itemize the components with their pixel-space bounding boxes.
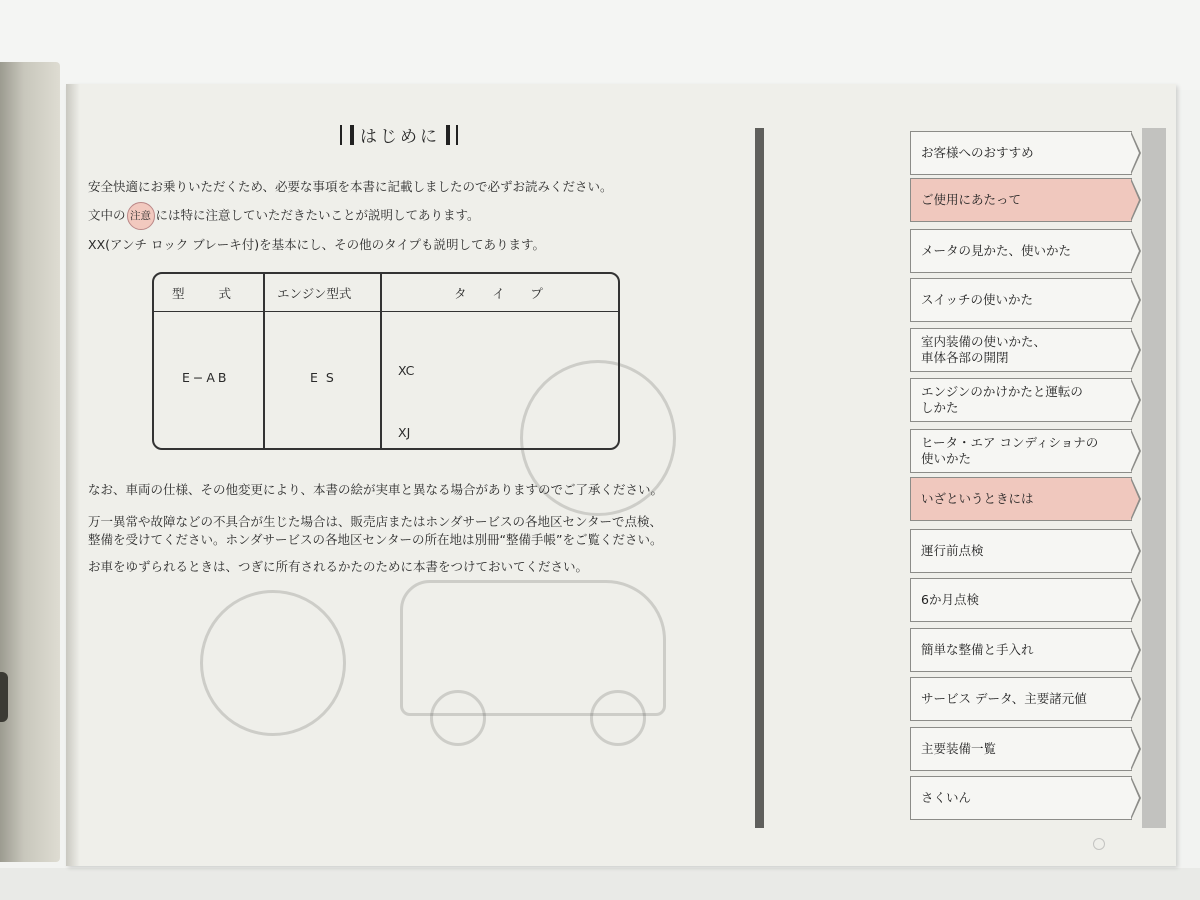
section-tab[interactable] <box>910 131 1132 175</box>
tab-arrow-icon <box>1130 777 1139 819</box>
title-bar-icon <box>340 125 342 145</box>
section-tab-label: スイッチの使いかた <box>921 292 1034 307</box>
section-tab-label: エンジンのかけかたと運転の しかた <box>921 384 1083 415</box>
section-tab-label: ヒータ・エア コンディショナの 使いかた <box>921 435 1099 466</box>
note-line-4: お車をゆずられるときは、つぎに所有されるかたのために本書をつけておいてください。 <box>88 559 589 574</box>
title-bar-icon <box>350 125 354 145</box>
spec-table <box>152 272 620 450</box>
section-tab[interactable] <box>910 628 1132 672</box>
intro-line-2-pre: 文中の <box>88 207 126 223</box>
tab-arrow-icon <box>1130 478 1139 520</box>
section-tab[interactable] <box>910 578 1132 622</box>
section-tab[interactable] <box>910 529 1132 573</box>
section-tab-label: お客様へのおすすめ <box>921 145 1034 160</box>
tab-strip <box>1142 128 1166 828</box>
intro-line-1: 安全快適にお乗りいただくため、必要な事項を本書に記載しましたので必ずお読みください。 <box>88 179 613 194</box>
page-mark <box>1093 838 1105 850</box>
section-tab-label: さくいん <box>921 790 972 805</box>
faint-wheel-illustration <box>430 690 486 746</box>
note-line-2: 万一異常や故障などの不具合が生じた場合は、販売店またはホンダサービスの各地区センターで点検、 <box>88 514 663 529</box>
section-tab[interactable] <box>910 677 1132 721</box>
section-tab-label: 主要装備一覧 <box>921 741 997 756</box>
cover-dark-corner <box>0 672 8 722</box>
table-surface-top <box>0 0 1200 90</box>
intro-line-3: XX(アンチ ロック ブレーキ付)を基本にし、その他のタイプも説明してあります。 <box>88 237 545 252</box>
section-tab-label: いざというときには <box>921 491 1034 506</box>
section-tab-label: 6か月点検 <box>921 592 979 607</box>
tab-arrow-icon <box>1130 179 1139 221</box>
cell-types <box>398 320 584 450</box>
section-tab[interactable] <box>910 429 1132 473</box>
cell-model: E−AB <box>182 370 230 385</box>
table-surface-bottom <box>0 868 1200 900</box>
section-tab[interactable] <box>910 278 1132 322</box>
intro-line-2-post: には特に注意していただきたいことが説明してあります。 <box>155 207 480 223</box>
tab-arrow-icon <box>1130 279 1139 321</box>
tab-arrow-icon <box>1130 678 1139 720</box>
intro-line-2 <box>88 202 480 230</box>
page-title <box>340 122 460 147</box>
page-gutter-shadow <box>66 84 80 866</box>
tab-arrow-icon <box>1130 329 1139 371</box>
cell-engine: ES <box>310 370 342 385</box>
section-tab-label: ご使用にあたって <box>921 192 1022 207</box>
faint-bicycle-illustration <box>200 590 346 736</box>
section-tab-label: メータの見かた、使いかた <box>921 243 1072 258</box>
header-model: 型式 <box>172 286 266 301</box>
tab-arrow-icon <box>1130 579 1139 621</box>
section-tab[interactable] <box>910 727 1132 771</box>
page-divider-bar <box>755 128 764 828</box>
section-tab-label: 簡単な整備と手入れ <box>921 642 1034 657</box>
tab-arrow-icon <box>1130 728 1139 770</box>
section-tab[interactable] <box>910 328 1132 372</box>
section-tab-label: 室内装備の使いかた、 車体各部の開閉 <box>921 334 1047 365</box>
section-tab[interactable] <box>910 378 1132 422</box>
tab-arrow-icon <box>1130 430 1139 472</box>
faint-wheel-illustration <box>590 690 646 746</box>
section-tab[interactable] <box>910 776 1132 820</box>
type-item: XJ <box>398 424 411 440</box>
section-tab[interactable] <box>910 229 1132 273</box>
book-cover-edge <box>0 62 60 862</box>
header-engine: エンジン型式 <box>277 286 352 301</box>
table-divider <box>380 274 382 448</box>
title-bar-icon <box>446 125 450 145</box>
section-tab-label: 運行前点検 <box>921 543 984 558</box>
type-item: XC <box>398 363 415 378</box>
tab-arrow-icon <box>1130 230 1139 272</box>
tab-arrow-icon <box>1130 629 1139 671</box>
tab-arrow-icon <box>1130 379 1139 421</box>
note-line-1: なお、車両の仕様、その他変更により、本書の絵が実車と異なる場合がありますのでご了承ください。 <box>88 482 664 497</box>
section-tab-label: サービス データ、主要諸元値 <box>921 691 1087 706</box>
tab-arrow-icon <box>1130 132 1139 174</box>
title-bar-icon <box>456 125 458 145</box>
section-tab[interactable] <box>910 477 1132 521</box>
page-title-text: はじめに <box>360 127 440 147</box>
tab-arrow-icon <box>1130 530 1139 572</box>
section-tab[interactable] <box>910 178 1132 222</box>
caution-badge: 注意 <box>127 202 155 230</box>
header-type: タイプ <box>454 286 569 301</box>
note-line-3: 整備を受けてください。ホンダサービスの各地区センターの所在地は別冊“整備手帳”をご覧ください。 <box>88 532 663 547</box>
